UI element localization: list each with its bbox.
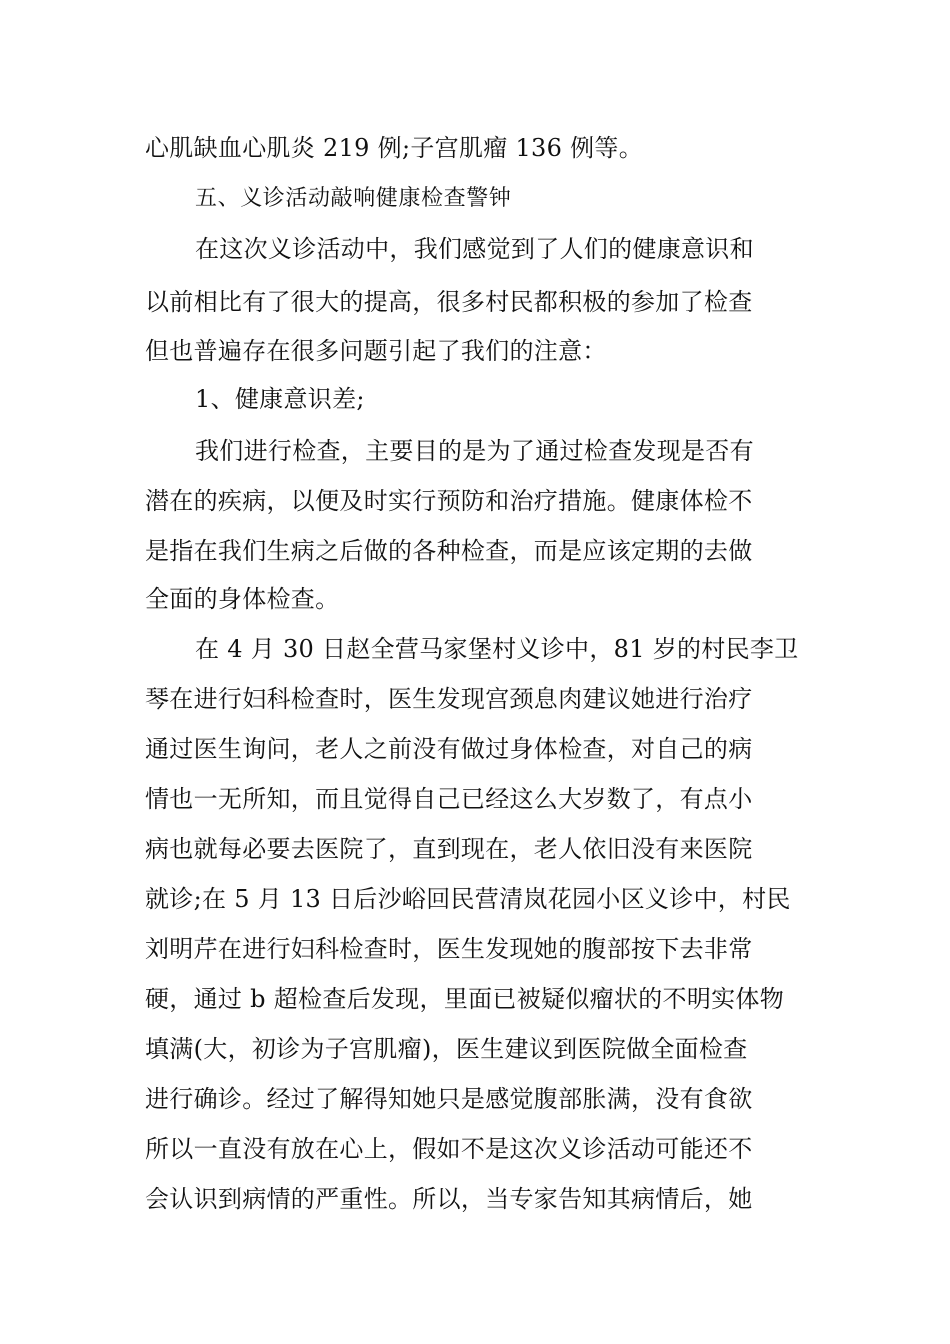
- text-line: 是指在我们生病之后做的各种检查，而是应该定期的去做: [145, 537, 753, 565]
- text-line: 病也就每必要去医院了，直到现在，老人依旧没有来医院: [145, 835, 753, 863]
- text-line: 填满(大，初诊为子宫肌瘤)，医生建议到医院做全面检查: [145, 1035, 748, 1063]
- list-item: 1、健康意识差;: [195, 385, 365, 413]
- text-line: 在这次义诊活动中，我们感觉到了人们的健康意识和: [195, 235, 754, 263]
- text-line: 但也普遍存在很多问题引起了我们的注意：: [145, 337, 607, 365]
- text-line: 以前相比有了很大的提高，很多村民都积极的参加了检查: [145, 288, 753, 316]
- text-line: 在 4 月 30 日赵全营马家堡村义诊中，81 岁的村民李卫: [195, 635, 799, 663]
- text-line: 全面的身体检查。: [145, 585, 340, 613]
- text-line: 心肌缺血心肌炎 219 例;子宫肌瘤 136 例等。: [145, 134, 644, 162]
- text-line: 我们进行检查，主要目的是为了通过检查发现是否有: [195, 437, 754, 465]
- text-line: 潜在的疾病，以便及时实行预防和治疗措施。健康体检不: [145, 487, 753, 515]
- text-line: 进行确诊。经过了解得知她只是感觉腹部胀满，没有食欲: [145, 1085, 753, 1113]
- text-line: 琴在进行妇科检查时，医生发现宫颈息肉建议她进行治疗: [145, 685, 753, 713]
- text-line: 硬，通过 b 超检查后发现，里面已被疑似瘤状的不明实体物: [145, 985, 785, 1013]
- text-line: 所以一直没有放在心上，假如不是这次义诊活动可能还不: [145, 1135, 753, 1163]
- text-line: 情也一无所知，而且觉得自己已经这么大岁数了，有点小: [145, 785, 753, 813]
- text-line: 会认识到病情的严重性。所以，当专家告知其病情后，她: [145, 1185, 753, 1213]
- text-line: 刘明芹在进行妇科检查时，医生发现她的腹部按下去非常: [145, 935, 753, 963]
- text-line: 就诊;在 5 月 13 日后沙峪回民营清岚花园小区义诊中，村民: [145, 885, 791, 913]
- text-line: 通过医生询问，老人之前没有做过身体检查，对自己的病: [145, 735, 753, 763]
- section-heading: 五、义诊活动敲响健康检查警钟: [195, 186, 512, 211]
